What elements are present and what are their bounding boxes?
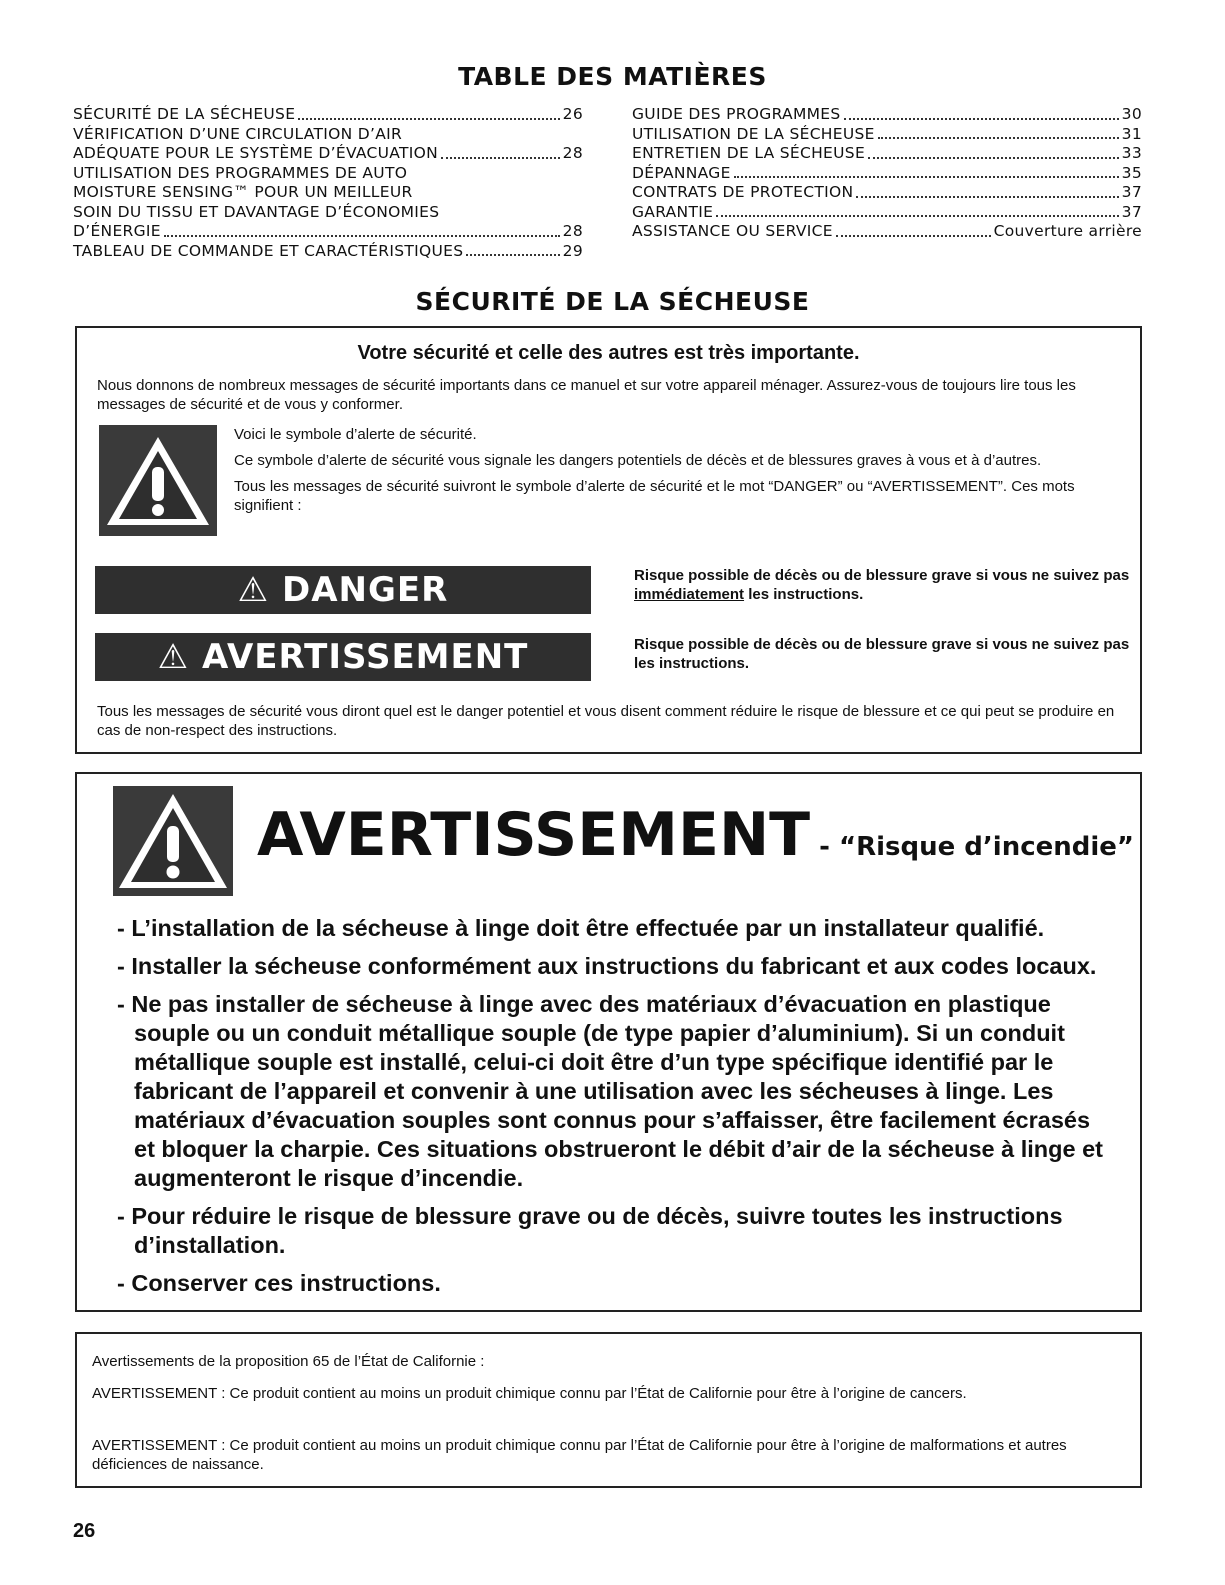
toc-entry[interactable]: D’ÉNERGIE 28 [73, 222, 583, 240]
toc-entry[interactable]: UTILISATION DE LA SÉCHEUSE 31 [632, 124, 1142, 143]
toc-entry[interactable]: TABLEAU DE COMMANDE ET CARACTÉRISTIQUES 29 [73, 241, 583, 260]
danger-label: DANGER [282, 570, 449, 610]
warning-label: AVERTISSEMENT [201, 637, 529, 677]
prop65-warning: AVERTISSEMENT : Ce produit contient au moins un produit chimique connu par l’État de Californie pour être à l’origine de malformations et autres déficiences de naissance. [92, 1437, 1067, 1473]
safety-outro: Tous les messages de sécurité vous diront quel est le danger potentiel et vous disent comment réduire le risque de blessure et ce qui peut se produire en cas de non-respect des instructions. [97, 703, 1115, 739]
page-number: 26 [73, 1520, 96, 1542]
symbol-text: Tous les messages de sécurité suivront le symbole d’alerte de sécurité et le mot “DANGER” ou “AVERTISSEMENT”. Ces mots signifient : [234, 478, 1075, 514]
toc-entry[interactable]: ASSISTANCE OU SERVICE Couverture arrière [632, 222, 1142, 240]
warning-banner [95, 633, 591, 681]
toc-right-column [632, 105, 1142, 242]
toc-title: TABLE DES MATIÈRES [458, 62, 767, 91]
safety-heading: Votre sécurité et celle des autres est très importante. [357, 342, 860, 364]
symbol-text: Ce symbole d’alerte de sécurité vous signale les dangers potentiels de décès et de blessures graves à vous et à d’autres. [234, 452, 1042, 469]
fire-warning-subtitle: - “Risque d’incendie” [810, 832, 1135, 862]
symbol-text: Voici le symbole d’alerte de sécurité. [234, 426, 477, 443]
section-title: SÉCURITÉ DE LA SÉCHEUSE [415, 287, 810, 316]
toc-entry[interactable]: GARANTIE 37 [632, 202, 1142, 221]
toc-entry-line: MOISTURE SENSING™ POUR UN MEILLEUR [73, 183, 413, 201]
toc-entry[interactable]: ENTRETIEN DE LA SÉCHEUSE 33 [632, 144, 1142, 162]
prop65-warning: AVERTISSEMENT : Ce produit contient au moins un produit chimique connu par l’État de Californie pour être à l’origine de cancers. [92, 1385, 967, 1402]
toc-entry-line: SOIN DU TISSU ET DAVANTAGE D’ÉCONOMIES [73, 202, 440, 221]
symbol-explanation [234, 425, 1114, 522]
prop65-box [75, 1332, 1142, 1488]
warning-description: Risque possible de décès ou de blessure grave si vous ne suivez pas les instructions. [634, 636, 1130, 672]
toc-entry-line: UTILISATION DES PROGRAMMES DE AUTO [73, 163, 408, 182]
prop65-heading: Avertissements de la proposition 65 de l’État de Californie : [92, 1353, 485, 1370]
toc-entry[interactable]: CONTRATS DE PROTECTION 37 [632, 183, 1142, 201]
fire-warning-list [117, 914, 1117, 1307]
list-item: - Installer la sécheuse conformément aux instructions du fabricant et aux codes locaux. [117, 953, 1097, 979]
list-item: - L’installation de la sécheuse à linge doit être effectuée par un installateur qualifié. [117, 915, 1045, 941]
list-item: - Ne pas installer de sécheuse à linge avec des matériaux d’évacuation en plastique souple ou un conduit métallique souple (de type papier d’aluminium). Si un conduit métallique souple est installé, celui-ci doit être d’un type spécifique identifié par le fabricant de l’appareil et convenir à une utilisation avec les sécheuses à linge. Les matériaux d’évacuation souples sont connus pour s’affaisser, être facilement écrasés et bloquer la charpie. Ces situations obstrueront le débit d’air de la sécheuse à linge et augmenteront le risque d’incendie. [117, 991, 1103, 1191]
fire-warning-title: AVERTISSEMENT - “Risque d’incendie” [257, 800, 1135, 870]
alert-triangle-icon: ⚠ [157, 637, 202, 677]
toc-entry[interactable]: DÉPANNAGE 35 [632, 163, 1142, 182]
warning-alert-icon [113, 786, 233, 896]
toc-entry[interactable]: GUIDE DES PROGRAMMES 30 [632, 105, 1142, 123]
list-item: - Pour réduire le risque de blessure grave ou de décès, suivre toutes les instructions d’installation. [117, 1203, 1063, 1258]
danger-banner [95, 566, 591, 614]
toc-left-column [73, 105, 583, 261]
safety-info-box [75, 326, 1142, 754]
fire-warning-box [75, 772, 1142, 1312]
toc-entry-line: VÉRIFICATION D’UNE CIRCULATION D’AIR [73, 124, 403, 143]
safety-intro: Nous donnons de nombreux messages de sécurité importants dans ce manuel et sur votre appareil ménager. Assurez-vous de toujours lire tous les messages de sécurité et de vous y conformer. [97, 377, 1076, 413]
alert-triangle-icon: ⚠ [237, 570, 282, 610]
danger-description: Risque possible de décès ou de blessure grave si vous ne suivez pas immédiatement les instructions. [634, 567, 1130, 603]
toc-entry[interactable]: SÉCURITÉ DE LA SÉCHEUSE 26 [73, 105, 583, 123]
safety-alert-icon [99, 425, 217, 536]
list-item: - Conserver ces instructions. [117, 1270, 441, 1296]
toc-entry[interactable]: ADÉQUATE POUR LE SYSTÈME D’ÉVACUATION 28 [73, 144, 583, 162]
